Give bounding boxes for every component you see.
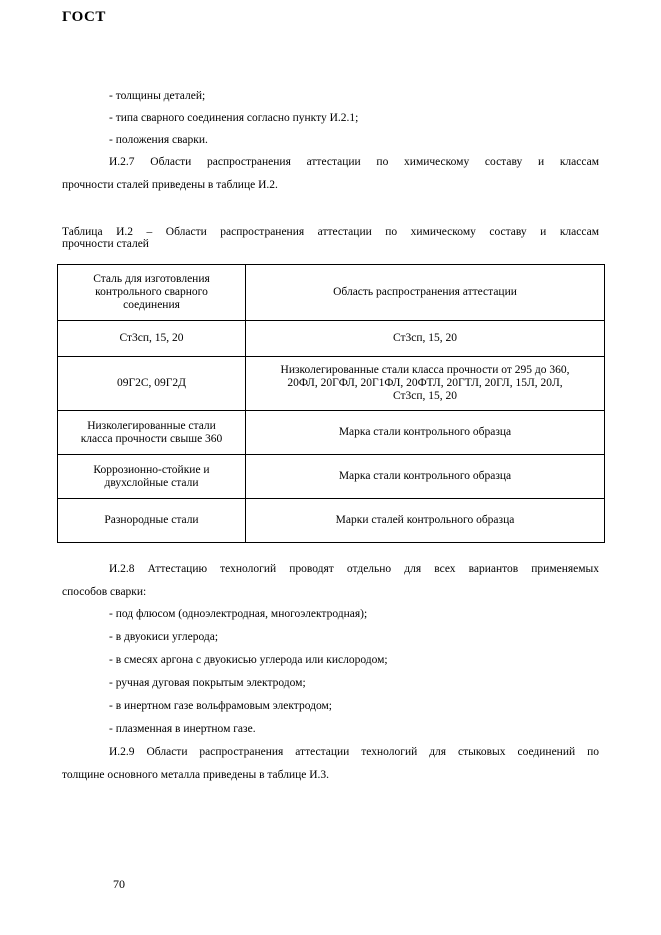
steel-attestation-table	[57, 264, 605, 543]
list-item: - в смесях аргона с двуокисью углерода или кислородом;	[109, 654, 388, 666]
table-header-row	[58, 265, 605, 321]
list-item: - типа сварного соединения согласно пункту И.2.1;	[109, 112, 359, 124]
list-item: - в двуокиси углерода;	[109, 631, 219, 643]
table-cell: Коррозионно-стойкие и двухслойные стали	[58, 455, 246, 499]
table-cell: Низколегированные стали класса прочности от 295 до 360, 20ФЛ, 20ГФЛ, 20Г1ФЛ, 20ФТЛ, 20ГТЛ, 20ГЛ, 15Л, 20Л, Ст3сп, 15, 20	[246, 357, 605, 411]
page-number: 70	[113, 877, 125, 891]
table-cell: Марка стали контрольного образца	[246, 455, 605, 499]
list-item: - плазменная в инертном газе.	[109, 723, 256, 735]
table-row	[58, 357, 605, 411]
table-row	[58, 411, 605, 455]
paragraph-i29-line1: И.2.9 Области распространения аттестации технологий для стыковых соединений по	[109, 746, 599, 758]
table-row	[58, 321, 605, 357]
table-caption-line1: Таблица И.2 – Области распространения аттестации по химическому составу и классам	[62, 226, 599, 238]
table-row	[58, 499, 605, 543]
table-cell: Низколегированные стали класса прочности свыше 360	[58, 411, 246, 455]
table-header-cell: Сталь для изготовления контрольного сварного соединения	[58, 265, 246, 321]
list-item: - положения сварки.	[109, 134, 208, 146]
table-cell: Ст3сп, 15, 20	[246, 321, 605, 357]
list-item: - толщины деталей;	[109, 90, 206, 102]
table-cell: Марка стали контрольного образца	[246, 411, 605, 455]
table-cell: Ст3сп, 15, 20	[58, 321, 246, 357]
table-cell: 09Г2С, 09Г2Д	[58, 357, 246, 411]
table-caption-line2: прочности сталей	[62, 238, 149, 250]
list-item: - ручная дуговая покрытым электродом;	[109, 677, 306, 689]
list-item: - в инертном газе вольфрамовым электродом;	[109, 700, 332, 712]
paragraph-i29-line2: толщине основного металла приведены в таблице И.3.	[62, 769, 330, 781]
table-header-cell: Область распространения аттестации	[246, 265, 605, 321]
table-cell: Марки сталей контрольного образца	[246, 499, 605, 543]
table-caption	[62, 226, 599, 250]
list-item: - под флюсом (одноэлектродная, многоэлектродная);	[109, 608, 368, 620]
table-cell: Разнородные стали	[58, 499, 246, 543]
document-header-label: ГОСТ	[62, 9, 106, 25]
paragraph-i28-line1: И.2.8 Аттестацию технологий проводят отдельно для всех вариантов применяемых	[109, 563, 599, 575]
table-row	[58, 455, 605, 499]
paragraph-i27-line2: прочности сталей приведены в таблице И.2.	[62, 179, 278, 191]
paragraph-i27-line1: И.2.7 Области распространения аттестации по химическому составу и классам	[109, 156, 599, 168]
paragraph-i28-line2: способов сварки:	[62, 586, 147, 598]
